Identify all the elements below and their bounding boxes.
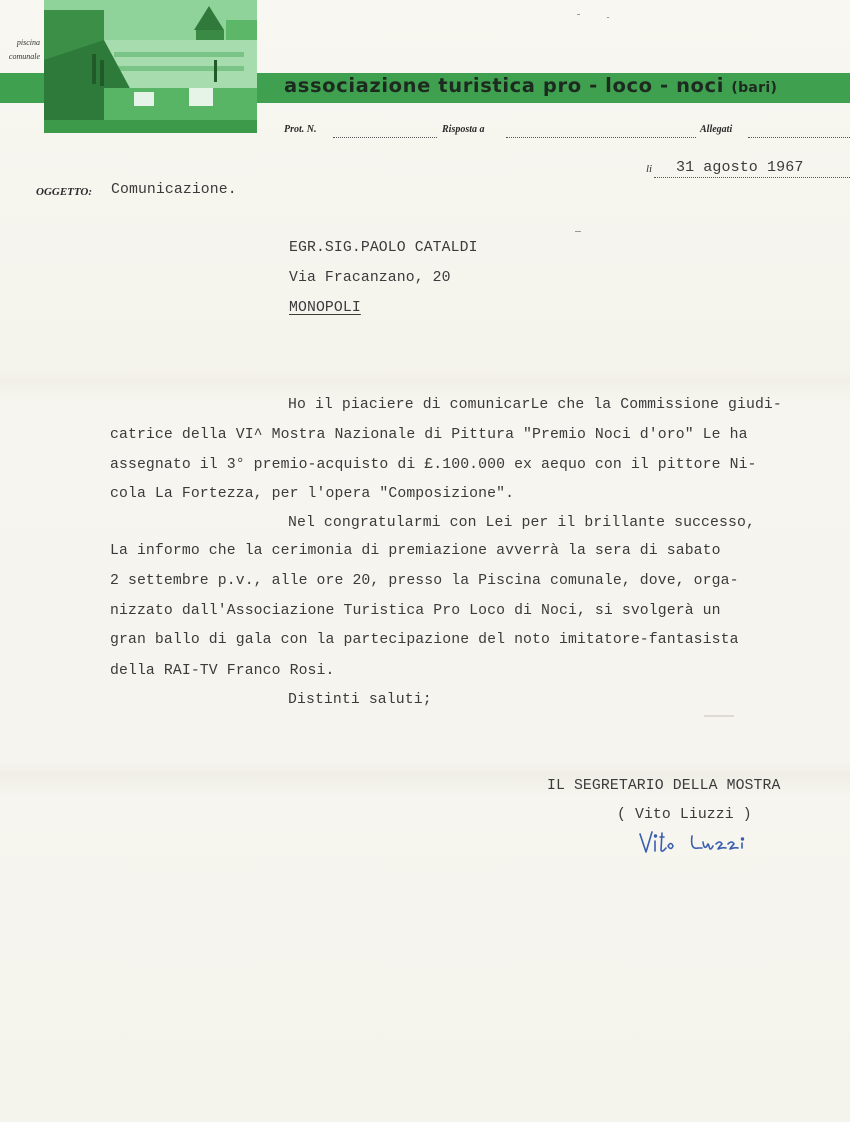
signature-drawing [636, 826, 776, 866]
pool-photo-illustration [44, 0, 257, 133]
body-line-1: Ho il piaciere di comunicarLe che la Commissione giudi- [288, 397, 782, 413]
paper-speck [607, 17, 609, 18]
closing-salutation: Distinti saluti; [288, 692, 432, 708]
body-line-9: gran ballo di gala con la partecipazione del noto imitatore-fantasista [110, 632, 739, 648]
body-line-6: La informo che la cerimonia di premiazione avverrà la sera di sabato [110, 543, 721, 559]
recipient-street: Via Fracanzano, 20 [289, 270, 451, 286]
risposta-label: Risposta a [442, 124, 485, 135]
recipient-name: EGR.SIG.PAOLO CATALDI [289, 240, 478, 256]
risposta-dotted-line [506, 137, 696, 138]
signatory-title: IL SEGRETARIO DELLA MOSTRA [547, 778, 781, 794]
body-line-3: assegnato il 3° premio-acquisto di £.100.000 ex aequo con il pittore Ni- [110, 457, 757, 473]
body-line-2: catrice della VI^ Mostra Nazionale di Pittura "Premio Noci d'oro" Le ha [110, 427, 748, 443]
body-line-7: 2 settembre p.v., alle ore 20, presso la Piscina comunale, dove, orga- [110, 573, 739, 589]
paper-smudge [704, 715, 734, 717]
prot-label: Prot. N. [284, 124, 317, 135]
photo-caption [0, 36, 40, 64]
letter-date: 31 agosto 1967 [676, 159, 804, 176]
pool-photo [44, 0, 257, 133]
organization-title: associazione turistica pro - loco - noci [284, 74, 724, 97]
body-line-8: nizzato dall'Associazione Turistica Pro Loco di Noci, si svolgerà un [110, 603, 721, 619]
body-line-4: cola La Fortezza, per l'opera "Composizione". [110, 486, 515, 502]
prot-dotted-line [333, 137, 437, 138]
signatory-name: ( Vito Liuzzi ) [617, 807, 752, 823]
body-line-5: Nel congratularmi con Lei per il brillante successo, [288, 515, 755, 531]
body-line-10: della RAI-TV Franco Rosi. [110, 663, 335, 679]
allegati-dotted-line [748, 137, 850, 138]
recipient-city: MONOPOLI [289, 300, 361, 316]
handwritten-signature [636, 826, 776, 871]
organization-name [284, 74, 777, 97]
date-prefix: li [646, 163, 653, 175]
subject-label: OGGETTO: [36, 186, 93, 198]
subject-value: Comunicazione. [111, 182, 237, 198]
photo-caption-line2: comunale [8, 52, 40, 61]
date-dotted-line [654, 177, 850, 178]
paper-speck [575, 231, 581, 232]
allegati-label: Allegati [700, 124, 733, 135]
paper-speck [577, 14, 580, 15]
organization-region: (bari) [731, 80, 778, 96]
photo-caption-line1: piscina [16, 38, 40, 47]
